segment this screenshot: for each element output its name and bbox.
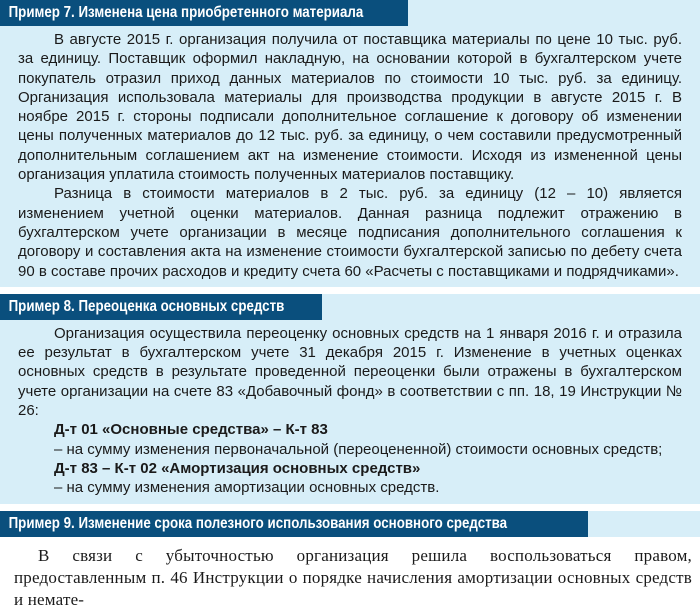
example-9-header [0, 511, 700, 537]
continuation-paragraph: В связи с убыточностью организация решила воспользоваться правом, предоставленным п. 46 Инструкции о порядке начисления амортизации основных средств и немате- [14, 545, 692, 609]
accounting-entry-1-desc: – на сумму изменения первоначальной (переоцененной) стоимости основных средств; [54, 440, 663, 458]
example-7-box [0, 0, 700, 287]
example-7-body [0, 26, 700, 281]
accounting-entry-2-desc: – на сумму изменения амортизации основных средств. [54, 479, 440, 497]
example-8-body [0, 320, 700, 498]
example-9-box [0, 511, 700, 537]
example-8-header [0, 294, 700, 320]
example-7-header [0, 0, 700, 26]
example-7-paragraph-1: В августе 2015 г. организация получила от поставщика материалы по цене 10 тыс. руб. за единицу. Поставщик оформил накладную, на основании которой в бухгалтерском учете покупатель отразил приход данных материалов по стоимости 10 тыс. руб. за единицу. Организация использовала материалы для производства продукции в августе 2015 г. В ноябре 2015 г. стороны подписали дополнительное соглашение к договору об изменении цены полученных материалов до 12 тыс. руб. за единицу, о чем составили предусмотренный дополнительным соглашением акт на изменение стоимости. Исходя из измененной цены организация уплатила стоимость полученных материалов поставщику. [18, 31, 682, 184]
example-7-title: Пример 7. Изменена цена приобретенного материала [0, 0, 351, 26]
accounting-entry-1: Д-т 01 «Основные средства» – К-т 83 [54, 421, 328, 439]
accounting-entry-2: Д-т 83 – К-т 02 «Амортизация основных средств» [54, 459, 421, 477]
continuation-text [0, 537, 700, 611]
example-7-paragraph-2: Разница в стоимости материалов в 2 тыс. руб. за единицу (12 – 10) является изменением учетной оценки материалов. Данная разница подлежит отражению в бухгалтерском учете организации в месяце подписания дополнительного соглашения к договору и составления акта на изменение стоимости бухгалтерской записью по дебету счета 90 в составе прочих расходов и кредиту счета 60 «Расчеты с поставщиками и подрядчиками». [18, 185, 682, 280]
example-9-title: Пример 9. Изменение срока полезного использования основного средства [0, 511, 506, 537]
example-8-box [0, 294, 700, 504]
example-8-paragraph: Организация осуществила переоценку основных средств на 1 января 2016 г. и отразила ее результат в бухгалтерском учете 31 декабря 2015 г. Изменение в учетных оценках основных средств в результате проведенной переоценки были отражены в бухгалтерском учете организации на счете 83 «Добавочный фонд» в соответствии с пп. 18, 19 Инструкции № 26: [18, 324, 682, 420]
example-8-title: Пример 8. Переоценка основных средств [0, 294, 277, 320]
